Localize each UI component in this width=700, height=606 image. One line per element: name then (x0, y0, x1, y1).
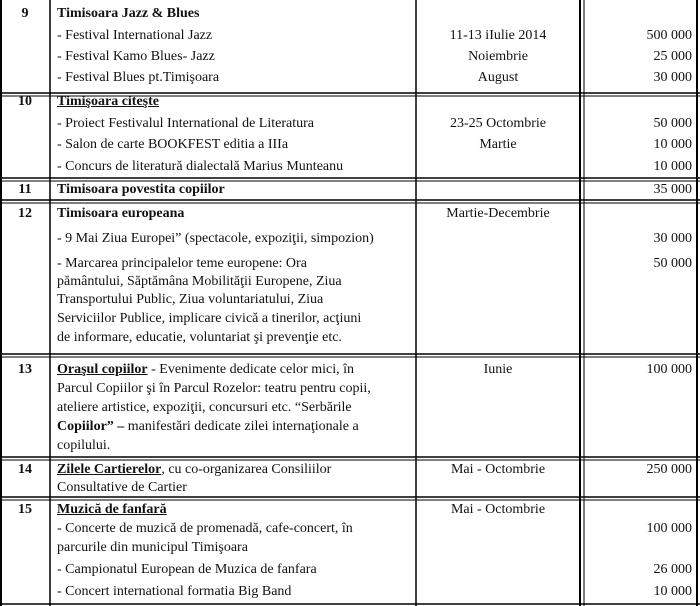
row-text-line: Copiilor” – manifestări dedicate zilei internaţionale a (57, 419, 359, 434)
item-amount: 500 000 (646, 28, 692, 43)
row-title: Oraşul copiilor (57, 362, 148, 377)
row-date: Mai - Octombrie (450, 462, 546, 477)
row-date: Iunie (483, 362, 513, 377)
item-amount: 25 000 (653, 49, 692, 64)
item-text-line: Transportului Public, Ziua voluntariatului, Ziua (57, 292, 324, 307)
row-title: Timisoara europeana (57, 206, 185, 221)
item-text-line: de informare, educatie, voluntariat şi prevenţie etc. (57, 330, 342, 345)
row-number: 14 (18, 462, 32, 477)
item-amount: 10 000 (653, 584, 692, 599)
item-date: Noiembrie (468, 49, 528, 64)
item-text-line: parcurile din municipul Timişoara (57, 540, 248, 555)
row-number: 11 (18, 182, 32, 197)
item-text: - Proiect Festivalul International de Literatura (57, 116, 314, 131)
row-title: Timisoara povestita copiilor (57, 182, 225, 197)
item-text: - Festival International Jazz (57, 28, 213, 43)
item-date: Martie (479, 137, 517, 152)
row-title: Zilele Cartierelor (57, 462, 162, 477)
row-number: 9 (21, 6, 29, 21)
item-amount: 26 000 (653, 562, 692, 577)
row-title: Muzică de fanfară (57, 502, 167, 517)
item-text: - Festival Blues pt.Timişoara (57, 70, 220, 85)
row-amount: 35 000 (653, 182, 692, 197)
row-title-line (57, 462, 331, 478)
row-title-line (57, 362, 354, 378)
item-text: - Festival Kamo Blues- Jazz (57, 49, 215, 64)
row-title: Timişoara citeşte (57, 94, 159, 109)
item-amount: 30 000 (653, 70, 692, 85)
item-date: 11-13 iIulie 2014 (449, 28, 547, 43)
item-text: - Salon de carte BOOKFEST editia a IIIa (57, 137, 289, 152)
item-amount: 30 000 (653, 231, 692, 246)
row-number: 13 (18, 362, 32, 377)
item-date: August (477, 70, 519, 85)
row-amount: 250 000 (646, 462, 692, 477)
item-amount: 50 000 (653, 256, 692, 271)
row-text-line: copilului. (57, 438, 111, 453)
item-text-line: - Marcarea principalelor teme europene: Ora (57, 256, 307, 271)
row-title-rest: , cu co-organizarea Consiliilor (161, 462, 332, 477)
row-date: Martie-Decembrie (446, 206, 550, 221)
item-amount: 10 000 (653, 137, 692, 152)
item-text-line: Serviciilor Publice, implicare civică a tinerilor, acţiuni (57, 311, 362, 326)
row-text-line: ateliere artistice, expoziţii, concursuri etc. “Serbările (57, 400, 352, 415)
item-text: - 9 Mai Ziua Europei” (spectacole, expoziţii, simpozion) (57, 231, 374, 246)
item-text-line: pământului, Săptămâna Mobilităţii Europene, Ziua (57, 274, 342, 289)
item-text: - Concert international formatia Big Band (57, 584, 292, 599)
row-text-line: Parcul Copiilor şi în Parcul Rozelor: teatru pentru copii, (57, 381, 371, 396)
bold-fragment: Copiilor” – (57, 419, 125, 434)
row-date: Mai - Octombrie (450, 502, 546, 517)
row-number: 12 (18, 206, 32, 221)
row-amount: 100 000 (646, 362, 692, 377)
item-amount: 10 000 (653, 159, 692, 174)
row-number: 10 (18, 94, 32, 109)
row-number: 15 (18, 502, 32, 517)
item-text: - Campionatul European de Muzica de fanfara (57, 562, 317, 577)
row-text-line: Consultative de Cartier (57, 480, 187, 495)
item-amount: 50 000 (653, 116, 692, 131)
item-text-line: - Concerte de muzică de promenadă, cafe-concert, în (57, 521, 353, 536)
row-title-rest: - Evenimente dedicate celor mici, în (147, 362, 355, 377)
row-title: Timisoara Jazz & Blues (57, 6, 200, 21)
item-date: 23-25 Octombrie (449, 116, 547, 131)
item-amount: 100 000 (646, 521, 692, 536)
item-text: - Concurs de literatură dialectală Marius Munteanu (57, 159, 344, 174)
